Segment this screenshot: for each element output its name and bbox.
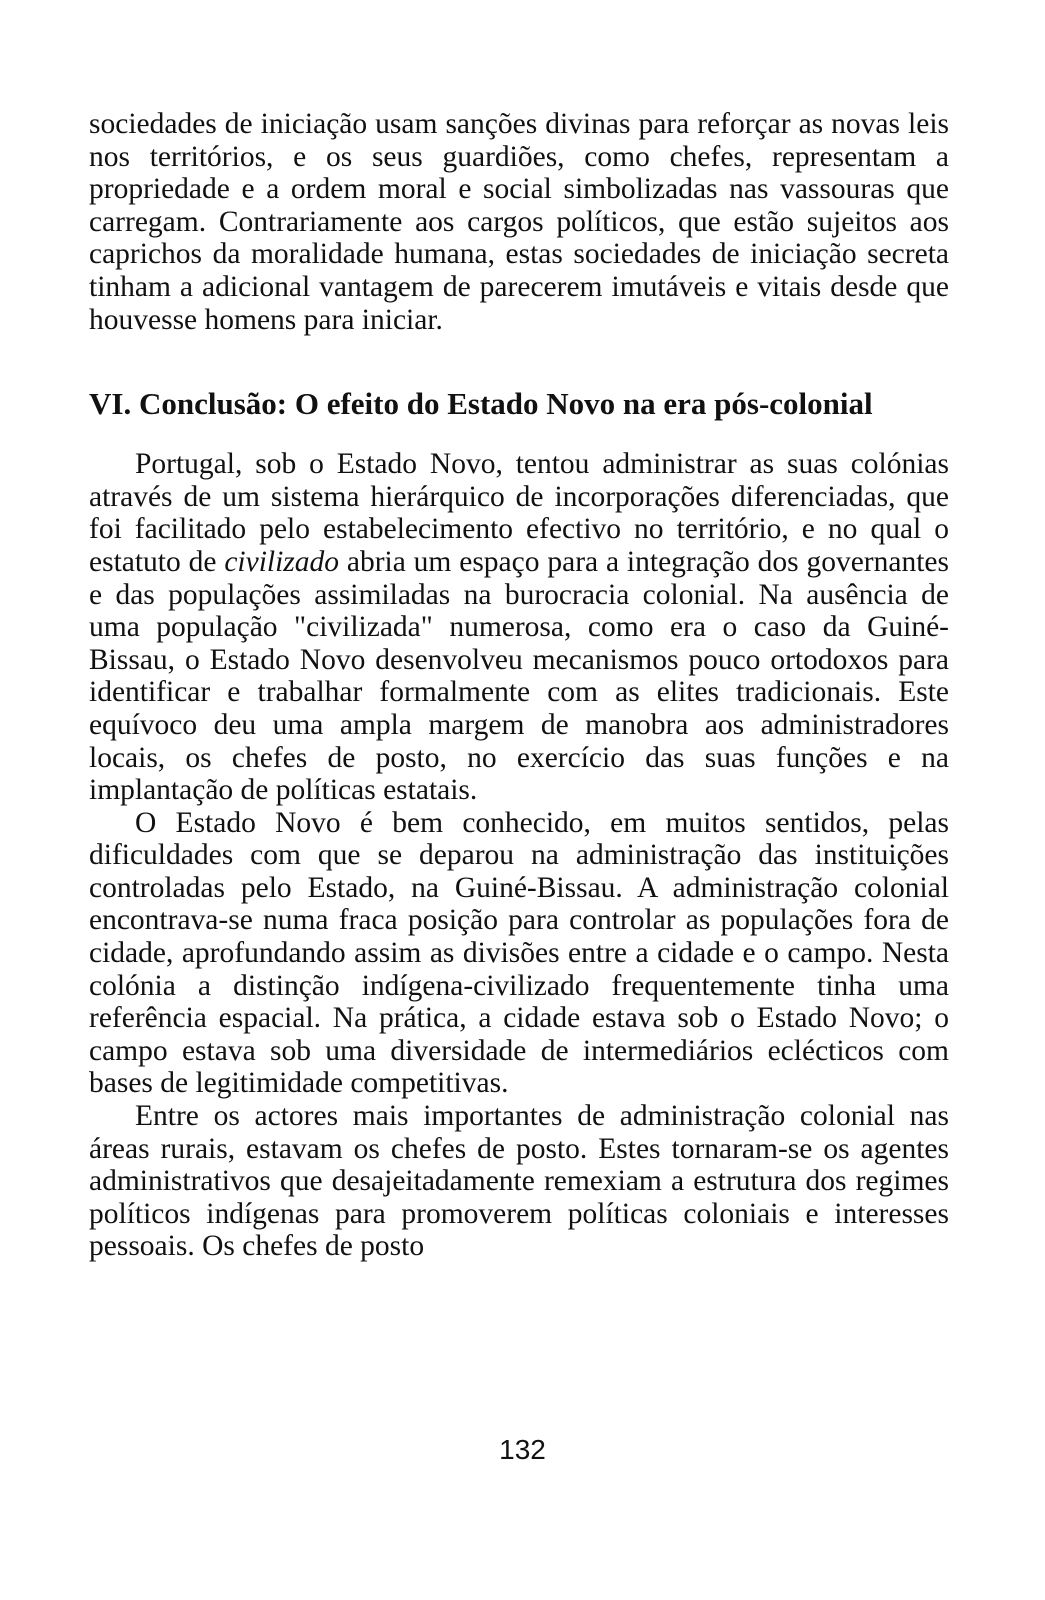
paragraph-estado-novo: O Estado Novo é bem conhecido, em muitos sentidos, pelas dificuldades com que se deparou na administração das instituições controladas pelo Estado, na Guiné-Bissau. A administração colonial encontrava-se numa fraca posição para controlar as populações fora de cidade, aprofundando assim as divisões entre a cidade e o campo. Nesta colónia a distinção indígena-civilizado frequentemente tinha uma referência espacial. Na prática, a cidade estava sob o Estado Novo; o campo estava sob uma diversidade de intermediários eclécticos com bases de legitimidade competitivas. [89,806,949,1100]
page-body [89,108,949,1263]
section-heading: VI. Conclusão: O efeito do Estado Novo na era pós-colonial [89,386,873,422]
italic-term-civilizado: civilizado [224,545,340,578]
paragraph-portugal-text-b: abria um espaço para a integração dos governantes e das populações assimiladas na burocracia colonial. Na ausência de uma população "civilizada" numerosa, como era o caso da Guiné-Bissau, o Estado Novo desenvolveu mecanismos pouco ortodoxos para identificar e trabalhar formalmente com as elites tradicionais. Este equívoco deu uma ampla margem de manobra aos administradores locais, os chefes de posto, no exercício das suas funções e na implantação de políticas estatais. [89,545,949,807]
paragraph-chefes-de-posto: Entre os actores mais importantes de administração colonial nas áreas rurais, estavam os chefes de posto. Estes tornaram-se os agentes administrativos que desajeitadamente remexiam a estrutura dos regimes políticos indígenas para promoverem políticas coloniais e interesses pessoais. Os chefes de posto [89,1100,949,1263]
page-number: 132 [499,1434,546,1465]
paragraph-portugal-text-a: Portugal, sob o Estado Novo, tentou administrar as suas colónias através de um sistema hierárquico de incorporações diferenciadas, que foi facilitado pelo estabelecimento efectivo no território, e no qual o estatuto de [89,448,949,578]
paragraph-continuation: sociedades de iniciação usam sanções divinas para reforçar as novas leis nos territórios, e os seus guardiões, como chefes, representam a propriedade e a ordem moral e social simbolizadas nas vassouras que carregam. Contrariamente aos cargos políticos, que estão sujeitos aos caprichos da moralidade humana, estas sociedades de iniciação secreta tinham a adicional vantagem de parecerem imutáveis e vitais desde que houvesse homens para iniciar. [89,108,949,336]
paragraph-portugal [89,448,949,807]
